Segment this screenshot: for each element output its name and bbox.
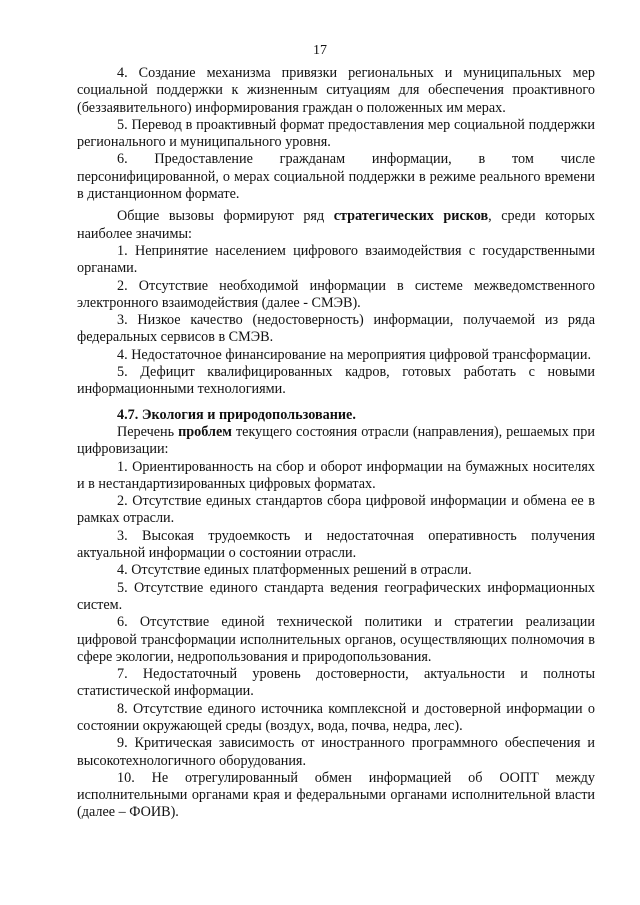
risk-item: 1. Непринятие населением цифрового взаимодействия с государственными органами. [77,242,595,277]
problems-intro-before: Перечень [117,423,179,440]
paragraph: 6. Предоставление гражданам информации, в том числе персонифицированной, о мерах социальной поддержки в режиме реального времени в дистанционном формате. [77,151,595,203]
problem-item: 2. Отсутствие единых стандартов сбора цифровой информации и обмена ее в рамках отрасли. [77,493,595,527]
problem-item: 10. Не отрегулированный обмен информацией об ООПТ между исполнительными органами края и федеральными органами исполнительной власти (далее – ФОИВ). [77,769,595,821]
risk-item: 5. Дефицит квалифицированных кадров, готовых работать с новыми информационными технологиями. [77,364,595,398]
risk-item: 3. Низкое качество (недостоверность) информации, получаемой из ряда федеральных сервисов в СМЭВ. [77,312,595,346]
risks-intro-before: Общие вызовы формируют ряд [117,208,334,225]
risks-intro-after: , среди которых наиболее значимы: [77,208,595,242]
risk-item: 4. Недостаточное финансирование на мероприятия цифровой трансформации. [117,346,592,363]
problem-item: 4. Отсутствие единых платформенных решений в отрасли. [117,562,472,579]
problem-item: 5. Отсутствие единого стандарта ведения географических информационных систем. [77,579,595,613]
document-body [77,65,595,822]
section-title: 4.7. Экология и природопользование. [117,406,356,423]
problem-item: 8. Отсутствие единого источника комплексной и достоверной информации о состоянии окружающей среды (воздух, вода, почва, недра, лес). [77,700,595,734]
paragraph: 5. Перевод в проактивный формат предоставления мер социальной поддержки регионального и муниципального уровня. [77,116,595,151]
problem-item: 6. Отсутствие единой технической политики и стратегии реализации цифровой трансформации исполнительных органов, осуществляющих полномочия в сфере экологии, недропользования и природопользования. [77,614,595,665]
page-number: 17 [313,43,327,58]
problems-intro [77,424,595,459]
risk-item: 2. Отсутствие необходимой информации в системе межведомственного электронного взаимодействия (далее - СМЭВ). [77,277,595,311]
problem-item: 1. Ориентированность на сбор и оборот информации на бумажных носителях и в нестандартизированных цифровых форматах. [77,458,595,492]
problem-item: 3. Высокая трудоемкость и недостаточная оперативность получения актуальной информации о состоянии отрасли. [77,527,595,562]
problems-intro-bold: проблем [178,423,232,440]
risks-intro [77,208,595,243]
problems-intro-after: текущего состояния отрасли (направления), решаемых при цифровизации: [77,423,595,458]
problem-item: 7. Недостаточный уровень достоверности, актуальности и полноты статистической информации. [77,666,595,700]
risks-intro-bold: стратегических рисков [333,208,489,225]
problem-item: 9. Критическая зависимость от иностранного программного обеспечения и высокотехнологичного оборудования. [77,735,595,769]
paragraph: 4. Создание механизма привязки региональных и муниципальных мер социальной поддержки к жизненным ситуациям для обеспечения проактивного (беззаявительного) информирования граждан о положенных им мерах. [77,65,595,116]
